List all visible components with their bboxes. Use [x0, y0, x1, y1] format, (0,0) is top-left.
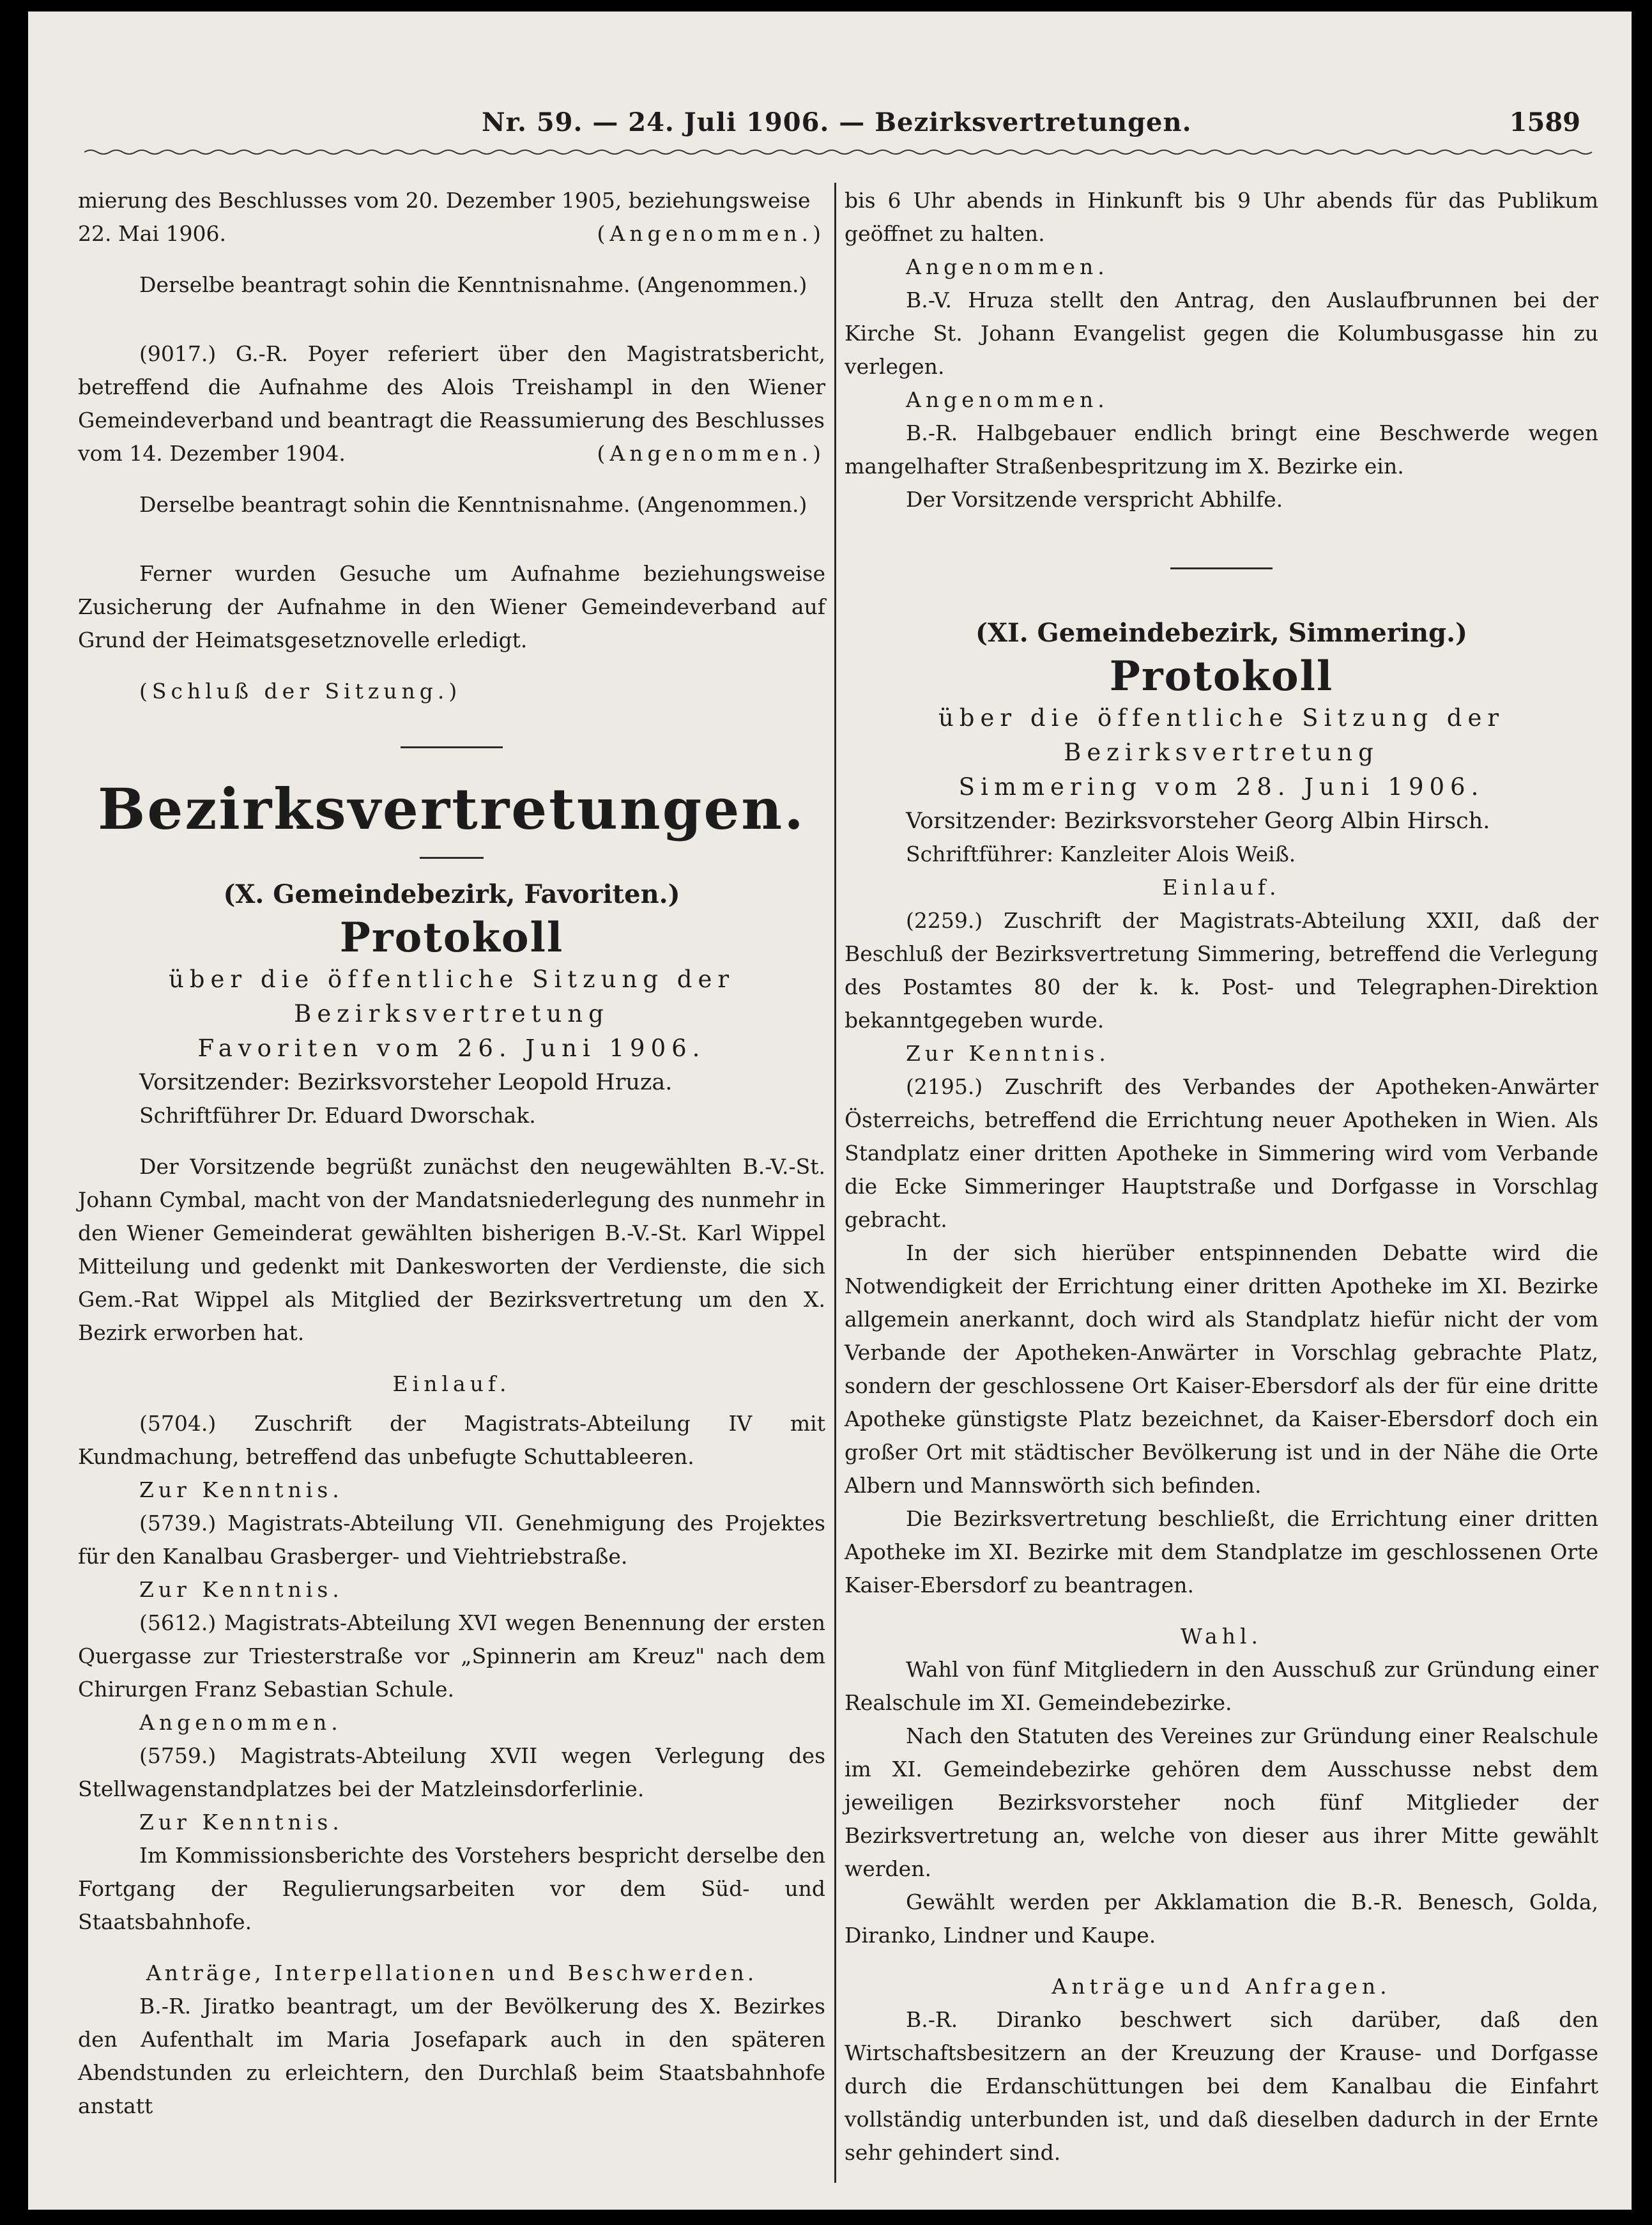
- decision: Zur Kenntnis.: [139, 1477, 344, 1502]
- paragraph: (2195.) Zuschrift des Verbandes der Apotheken-Anwärter Österreichs, betreffend die Errichtung neuer Apotheken in Wien. Als Standplatz einer dritten Apotheke in Simmering wird vom Verbande die Ecke Simmeringer Hauptstraße und Dorfgasse in Vorschlag gebracht.: [845, 1074, 1598, 1232]
- paragraph: Ferner wurden Gesuche um Aufnahme beziehungsweise Zusicherung der Aufnahme in den Wiener Gemeindeverband auf Grund der Heimatsgesetznovelle erledigt.: [78, 561, 825, 652]
- paragraph: bis 6 Uhr abends in Hinkunft bis 9 Uhr abends für das Publikum geöffnet zu halten.: [845, 188, 1598, 246]
- page-number: 1589: [1509, 107, 1580, 137]
- running-title: Nr. 59. — 24. Juli 1906. — Bezirksvertretungen.: [482, 107, 1192, 137]
- einlauf-heading: Einlauf.: [392, 1371, 511, 1396]
- paragraph: (5704.) Zuschrift der Magistrats-Abteilung IV mit Kundmachung, betreffend das unbefugte Schuttableeren.: [78, 1411, 825, 1469]
- paragraph: Die Bezirksvertretung beschließt, die Errichtung einer dritten Apotheke im XI. Bezirke mit dem Standplatze im geschlossenen Orte Kaiser-Ebersdorf zu beantragen.: [845, 1506, 1598, 1598]
- paragraph: Im Kommissionsberichte des Vorstehers bespricht derselbe den Fortgang der Regulierungsarbeiten vor dem Süd- und Staatsbahnhofe.: [78, 1843, 825, 1934]
- paragraph: (9017.) G.-R. Poyer referiert über den Magistratsbericht, betreffend die Aufnahme des Alois Treishampl in den Wiener Gemeindeverband und beantragt die Reassumierung des Beschlusses: [78, 341, 825, 433]
- paragraph: (5612.) Magistrats-Abteilung XVI wegen Benennung der ersten Quergasse zur Triesterstraße vor „Spinnerin am Kreuz" nach dem Chirurgen Franz Sebastian Schule.: [78, 1610, 825, 1702]
- decision: Angenommen.: [906, 387, 1109, 412]
- subheading: Simmering vom 28. Juni 1906.: [958, 773, 1485, 801]
- newspaper-page: [28, 12, 1632, 2210]
- district-heading: (XI. Gemeindebezirk, Simmering.): [975, 618, 1467, 648]
- paragraph: B.-V. Hruza stellt den Antrag, den Auslaufbrunnen bei der Kirche St. Johann Evangelist gegen die Kolumbusgasse hin zu verlegen.: [845, 288, 1598, 379]
- protokoll-heading: Protokoll: [339, 914, 564, 962]
- subheading: über die öffentliche Sitzung der Bezirksvertretung: [168, 966, 735, 1028]
- text: (Angenommen.): [597, 441, 825, 466]
- divider: [1170, 567, 1273, 569]
- antraege-heading: Anträge und Anfragen.: [1052, 1974, 1391, 1999]
- secretary-line: Schriftführer Dr. Eduard Dworschak.: [139, 1103, 536, 1128]
- text: 22. Mai 1906.: [78, 221, 226, 246]
- einlauf-heading: Einlauf.: [1162, 875, 1281, 900]
- chair-line: Vorsitzender: Bezirksvorsteher Georg Albin Hirsch.: [906, 808, 1490, 834]
- secretary-line: Schriftführer: Kanzleiter Alois Weiß.: [906, 842, 1296, 866]
- left-column: [78, 184, 825, 2123]
- divider: [420, 857, 484, 859]
- paragraph-line: [78, 437, 825, 470]
- paragraph: mierung des Beschlusses vom 20. Dezember 1905, beziehungsweise: [78, 188, 811, 213]
- paragraph: B.-R. Diranko beschwert sich darüber, daß den Wirtschaftsbesitzern an der Kreuzung der Krause- und Dorfgasse durch die Erdanschüttungen bei dem Kanalbau die Einfahrt vollständig unterbunden ist, und daß dieselben dadurch in der Ernte sehr gehindert sind.: [845, 2007, 1598, 2165]
- text: vom 14. Dezember 1904.: [78, 441, 346, 466]
- paragraph: (Schluß der Sitzung.): [139, 679, 462, 704]
- protokoll-heading: Protokoll: [1109, 652, 1334, 700]
- decision: Angenommen.: [139, 1710, 342, 1735]
- paragraph: Gewählt werden per Akklamation die B.-R. Benesch, Golda, Diranko, Lindner und Kaupe.: [845, 1890, 1598, 1948]
- paragraph: Derselbe beantragt sohin die Kenntnisnahme. (Angenommen.): [139, 272, 807, 297]
- chair-line: Vorsitzender: Bezirksvorsteher Leopold Hruza.: [139, 1070, 673, 1095]
- paragraph: (5759.) Magistrats-Abteilung XVII wegen Verlegung des Stellwagenstandplatzes bei der Matzleinsdorferlinie.: [78, 1743, 825, 1801]
- text: (Angenommen.): [597, 221, 825, 246]
- paragraph: Der Vorsitzende verspricht Abhilfe.: [906, 487, 1283, 512]
- section-title: Bezirksvertretungen.: [98, 776, 806, 842]
- paragraph: Wahl von fünf Mitgliedern in den Ausschuß zur Gründung einer Realschule im XI. Gemeindebezirke.: [845, 1657, 1598, 1715]
- decision: Zur Kenntnis.: [906, 1041, 1110, 1066]
- paragraph: In der sich hierüber entspinnenden Debatte wird die Notwendigkeit der Errichtung einer dritten Apotheke im XI. Bezirke allgemein anerkannt, doch wird als Standplatz hiefür nicht der vom Verbande der Apotheken-Anwärter in Vorschlag gebrachte Platz, sondern der geschlossene Ort Kaiser-Ebersdorf als der für eine dritte Apotheke günstigste Platz bezeichnet, da Kaiser-Ebersdorf doch ein großer Ort mit städtischer Bevölkerung ist und in der Nähe die Orte Albern und Mannswörth sich befinden.: [845, 1240, 1598, 1498]
- column-divider: [834, 183, 836, 2183]
- paragraph: Derselbe beantragt sohin die Kenntnisnahme. (Angenommen.): [139, 492, 807, 517]
- wahl-heading: Wahl.: [1180, 1624, 1263, 1649]
- decision: Zur Kenntnis.: [139, 1577, 344, 1602]
- paragraph: Nach den Statuten des Vereines zur Gründung einer Realschule im XI. Gemeindebezirke gehören dem Ausschusse nebst dem jeweiligen Bezirksvorsteher noch fünf Mitglieder der Bezirksvertretung an, welche von dieser aus ihrer Mitte gewählt werden.: [845, 1723, 1598, 1881]
- paragraph: Der Vorsitzende begrüßt zunächst den neugewählten B.-V.-St. Johann Cymbal, macht von der Mandatsniederlegung des nunmehr in den Wiener Gemeinderat gewählten bisherigen B.-V.-St. Karl Wippel Mitteilung und gedenkt mit Dankesworten der Verdienste, die sich Gem.-Rat Wippel als Mitglied der Bezirksvertretung um den X. Bezirk erworben hat.: [78, 1154, 825, 1345]
- page-header: [28, 107, 1632, 146]
- paragraph: B.-R. Halbgebauer endlich bringt eine Beschwerde wegen mangelhafter Straßenbespritzung im X. Bezirke ein.: [845, 420, 1598, 479]
- decision: Zur Kenntnis.: [139, 1810, 344, 1835]
- subheading: Favoriten vom 26. Juni 1906.: [197, 1035, 706, 1062]
- subheading: über die öffentliche Sitzung der Bezirksvertretung: [938, 704, 1505, 766]
- paragraph-line: [78, 217, 825, 250]
- paragraph: (5739.) Magistrats-Abteilung VII. Genehmigung des Projektes für den Kanalbau Grasberger- und Viehtriebstraße.: [78, 1511, 825, 1569]
- antraege-heading: Anträge, Interpellationen und Beschwerden.: [146, 1960, 758, 1985]
- divider: [401, 746, 503, 748]
- paragraph: B.-R. Jiratko beantragt, um der Bevölkerung des X. Bezirkes den Aufenthalt im Maria Josefapark auch in den späteren Abendstunden zu erleichtern, den Durchlaß beim Staatsbahnhofe anstatt: [78, 1994, 825, 2118]
- decision: Angenommen.: [906, 254, 1109, 279]
- district-heading: (X. Gemeindebezirk, Favoriten.): [223, 879, 680, 909]
- right-column: [845, 184, 1598, 2169]
- header-wavy-rule: [84, 147, 1598, 157]
- paragraph: (2259.) Zuschrift der Magistrats-Abteilung XXII, daß der Beschluß der Bezirksvertretung Simmering, betreffend die Verlegung des Postamtes 80 der k. k. Post- und Telegraphen-Direktion bekanntgegeben wurde.: [845, 908, 1598, 1033]
